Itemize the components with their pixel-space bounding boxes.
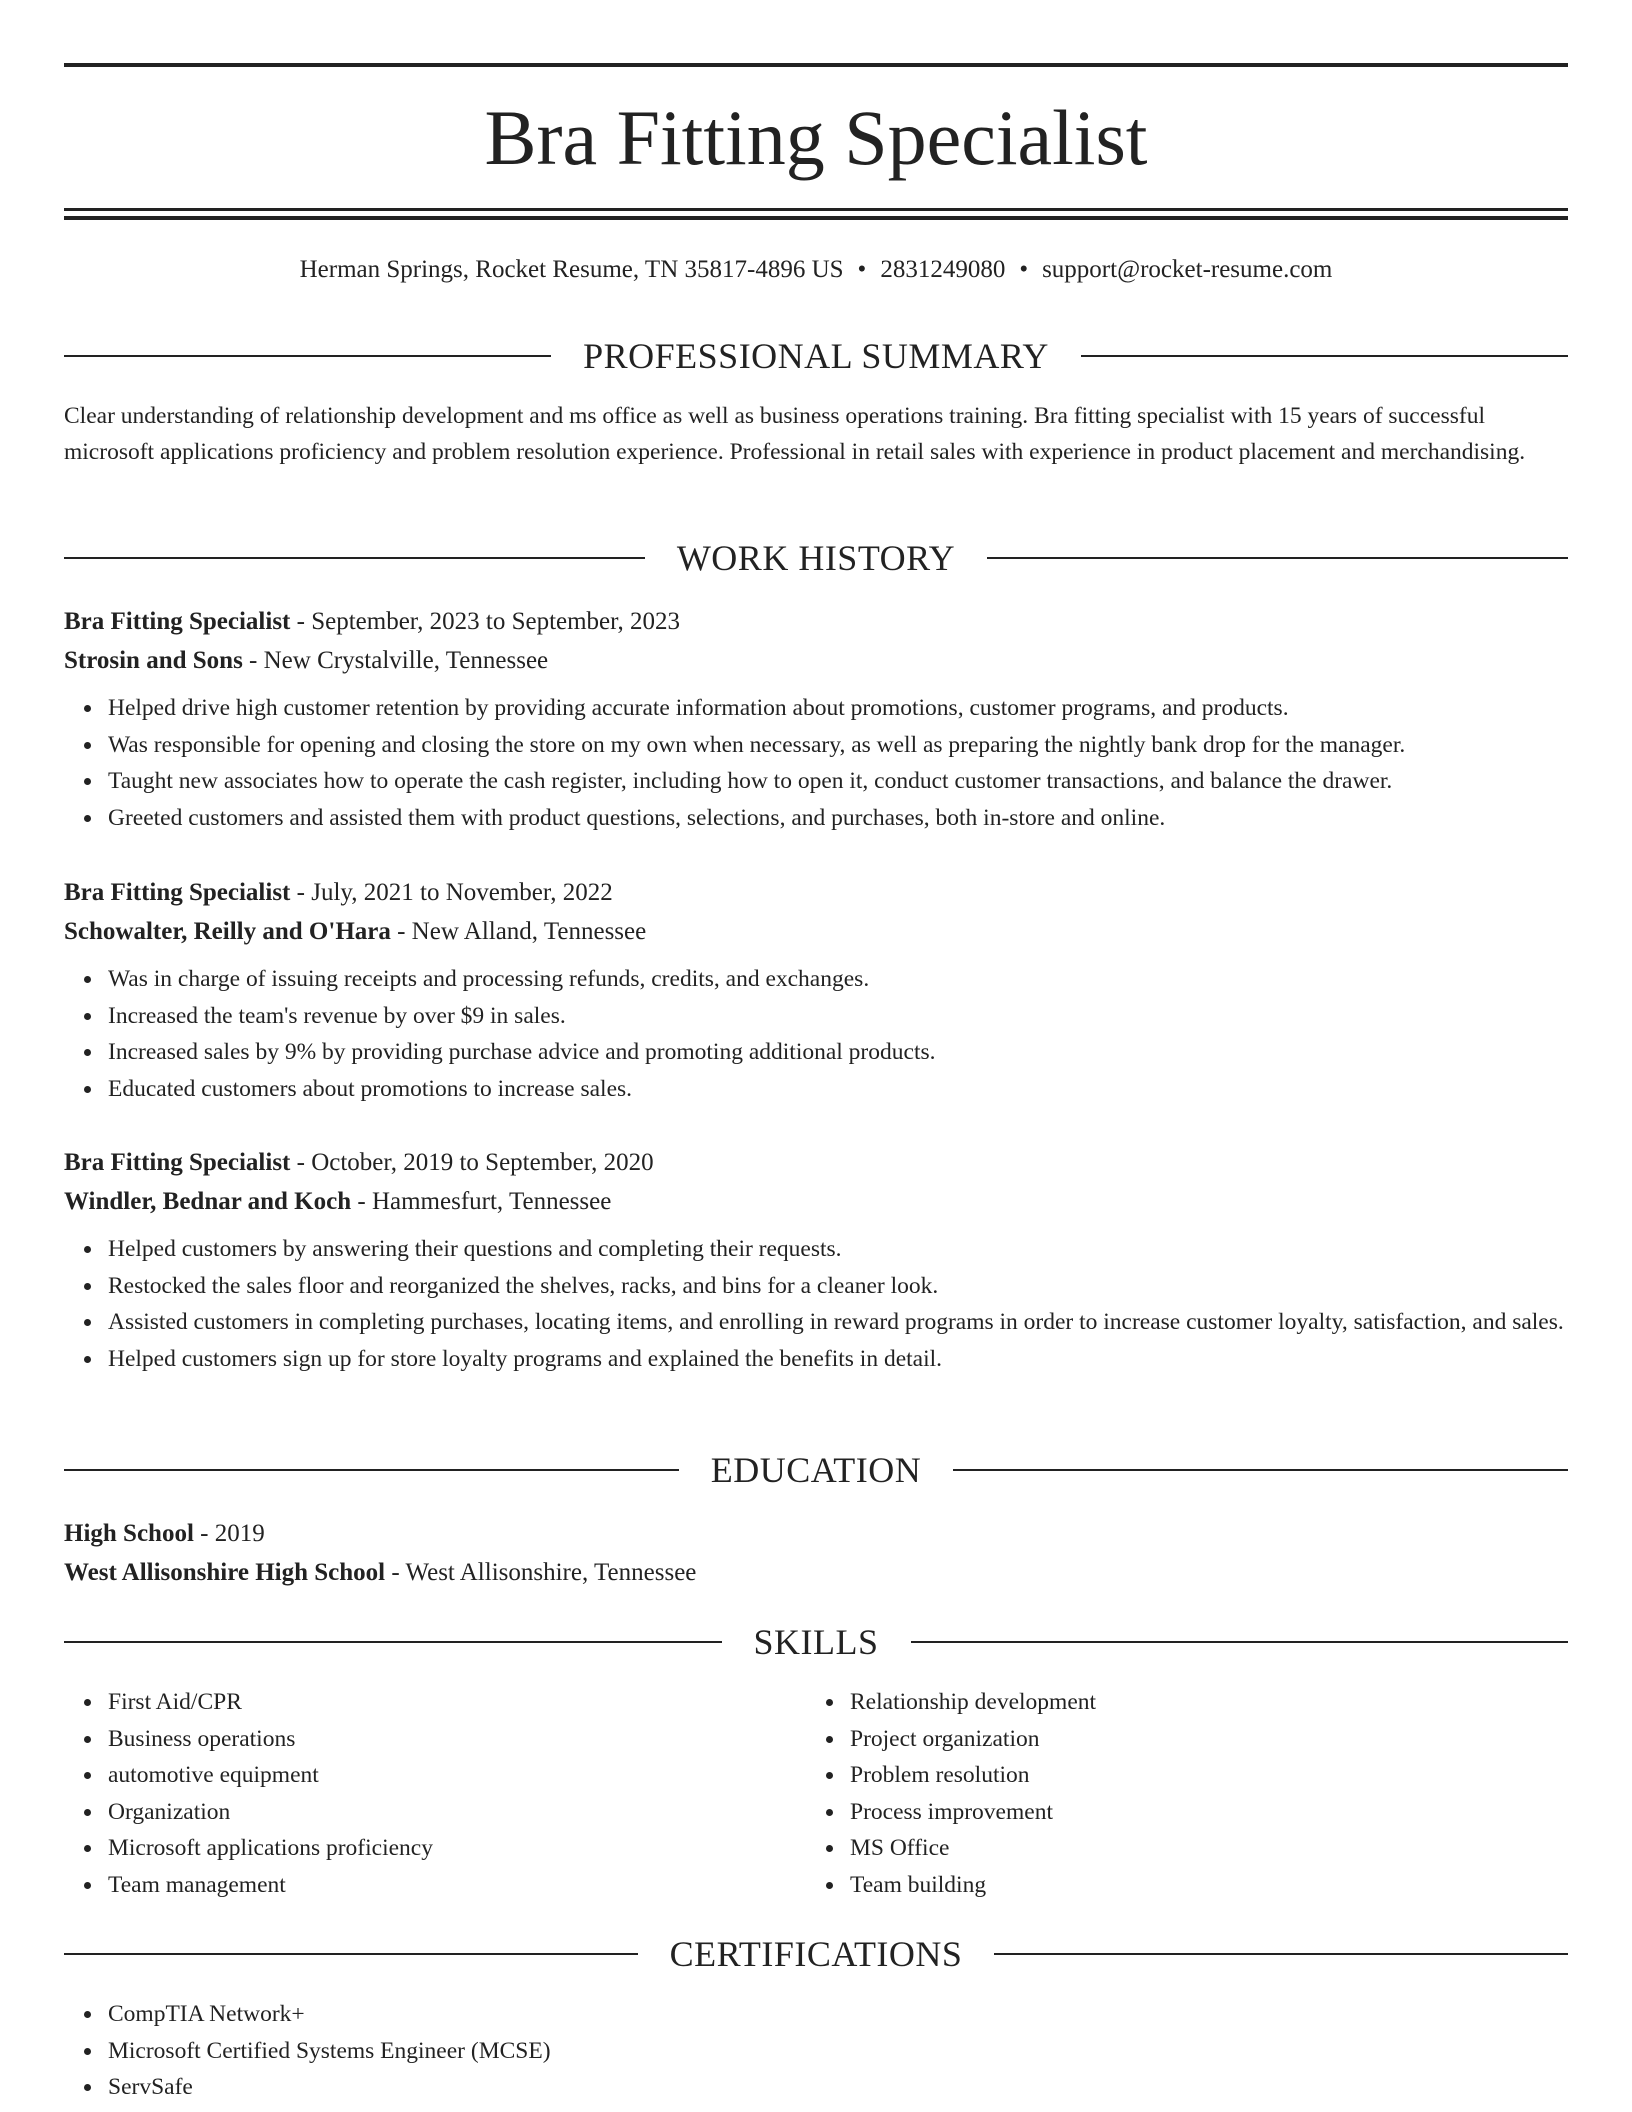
skill-item: First Aid/CPR (64, 1684, 806, 1721)
education-school: West Allisonshire High School (64, 1559, 386, 1586)
top-rule (64, 63, 1568, 67)
job-duties (64, 961, 1568, 1107)
contact-address: Herman Springs, Rocket Resume, TN 35817-4896 US (299, 256, 844, 283)
job-title-line (64, 873, 1568, 912)
job-dates: - September, 2023 to September, 2023 (290, 608, 680, 635)
skill-item: Business operations (64, 1721, 806, 1758)
skills-list (64, 1684, 1568, 1903)
job-duties (64, 1231, 1568, 1377)
section-title: WORK HISTORY (676, 538, 956, 578)
divider-line (994, 1953, 1568, 1955)
job-location: - New Alland, Tennessee (390, 918, 647, 945)
list-item: Helped drive high customer retention by providing accurate information about promotions, customer programs, and products. (64, 690, 1568, 727)
skill-item: Team management (64, 1867, 806, 1904)
skills-column-left (64, 1684, 806, 1903)
divider-line (911, 1641, 1569, 1643)
job-dates: - October, 2019 to September, 2020 (290, 1149, 654, 1176)
job-duties (64, 690, 1568, 836)
summary-text: Clear understanding of relationship development and ms office as well as business operations training. Bra fitting specialist with 15 years of successful microsoft applications proficiency and problem resolution experience. Professional in retail sales with experience in product placement and merchandising. (64, 403, 1526, 465)
list-item: Was responsible for opening and closing the store on my own when necessary, as well as preparing the nightly bank drop for the manager. (64, 727, 1568, 764)
job-dates: - July, 2021 to November, 2022 (290, 879, 613, 906)
contact-line (64, 254, 1568, 286)
list-item: Educated customers about promotions to increase sales. (64, 1071, 1568, 1108)
skill-item: Organization (64, 1794, 806, 1831)
education-degree: High School (64, 1520, 194, 1547)
divider-line (1081, 355, 1568, 357)
list-item: Helped customers by answering their questions and completing their requests. (64, 1231, 1568, 1268)
job-company-line (64, 912, 1568, 951)
divider-line (64, 1469, 679, 1471)
skill-item: Problem resolution (806, 1757, 1548, 1794)
job-entry (64, 873, 1568, 1107)
section-title: CERTIFICATIONS (669, 1934, 963, 1974)
skills-column-right (806, 1684, 1548, 1903)
skill-item: MS Office (806, 1830, 1548, 1867)
job-entry (64, 602, 1568, 836)
section-title: PROFESSIONAL SUMMARY (583, 336, 1049, 376)
job-company-line (64, 641, 1568, 680)
divider-line (953, 1469, 1568, 1471)
certifications-items (64, 1996, 1568, 2106)
list-item: Increased sales by 9% by providing purchase advice and promoting additional products. (64, 1034, 1568, 1071)
education-school-line (64, 1553, 1568, 1592)
resume-name: Bra Fitting Specialist (484, 94, 1148, 181)
job-location: - New Crystalville, Tennessee (242, 647, 549, 674)
list-item: Increased the team's revenue by over $9 in sales. (64, 998, 1568, 1035)
list-item: Assisted customers in completing purchases, locating items, and enrolling in reward programs in order to increase customer loyalty, satisfaction, and sales. (64, 1304, 1568, 1341)
section-title: EDUCATION (710, 1450, 922, 1490)
list-item: Helped customers sign up for store loyalty programs and explained the benefits in detail. (64, 1341, 1568, 1378)
certifications-list (64, 1996, 1568, 2106)
job-role: Bra Fitting Specialist (64, 879, 291, 906)
section-header-work-history (64, 536, 1568, 580)
list-item: Taught new associates how to operate the cash register, including how to open it, conduct customer transactions, and balance the drawer. (64, 763, 1568, 800)
education-degree-line (64, 1514, 1568, 1553)
contact-separator: • (857, 256, 867, 283)
contact-email: support@rocket-resume.com (1042, 256, 1333, 283)
divider-line (64, 355, 551, 357)
section-header-skills (64, 1620, 1568, 1664)
certification-item: Microsoft Certified Systems Engineer (MCSE) (64, 2033, 1568, 2070)
certification-item: CompTIA Network+ (64, 1996, 1568, 2033)
section-header-education (64, 1448, 1568, 1492)
section-title: SKILLS (753, 1622, 879, 1662)
certification-item: ServSafe (64, 2069, 1568, 2106)
skill-item: Microsoft applications proficiency (64, 1830, 806, 1867)
education-entry (64, 1514, 1568, 1592)
job-title-line (64, 1143, 1568, 1182)
section-header-summary (64, 334, 1568, 378)
section-header-certifications (64, 1932, 1568, 1976)
divider-line (64, 1953, 638, 1955)
job-role: Bra Fitting Specialist (64, 608, 291, 635)
job-company: Windler, Bednar and Koch (64, 1188, 352, 1215)
job-entry (64, 1143, 1568, 1377)
contact-phone: 2831249080 (880, 256, 1006, 283)
education-location: - West Allisonshire, Tennessee (385, 1559, 697, 1586)
list-item: Was in charge of issuing receipts and processing refunds, credits, and exchanges. (64, 961, 1568, 998)
skill-item: Relationship development (806, 1684, 1548, 1721)
job-company: Schowalter, Reilly and O'Hara (64, 918, 391, 945)
skill-item: Project organization (806, 1721, 1548, 1758)
job-location: - Hammesfurt, Tennessee (351, 1188, 612, 1215)
job-company: Strosin and Sons (64, 647, 243, 674)
divider-line (64, 557, 645, 559)
list-item: Greeted customers and assisted them with product questions, selections, and purchases, both in-store and online. (64, 800, 1568, 837)
divider-line (987, 557, 1568, 559)
job-title-line (64, 602, 1568, 641)
double-rule (64, 208, 1568, 220)
contact-separator: • (1019, 256, 1029, 283)
list-item: Restocked the sales floor and reorganized the shelves, racks, and bins for a cleaner look. (64, 1268, 1568, 1305)
skill-item: automotive equipment (64, 1757, 806, 1794)
education-year: - 2019 (193, 1520, 265, 1547)
divider-line (64, 1641, 722, 1643)
job-company-line (64, 1182, 1568, 1221)
skill-item: Team building (806, 1867, 1548, 1904)
skill-item: Process improvement (806, 1794, 1548, 1831)
job-role: Bra Fitting Specialist (64, 1149, 291, 1176)
